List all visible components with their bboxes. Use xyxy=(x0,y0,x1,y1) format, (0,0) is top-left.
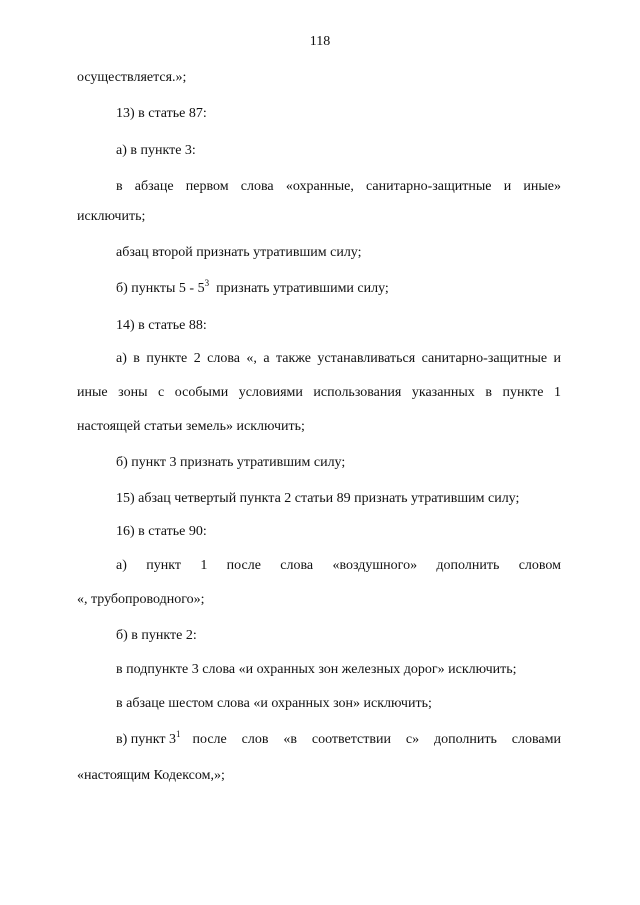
text-line: в подпункте 3 слова «и охранных зон железных дорог» исключить; xyxy=(116,662,517,677)
text-line: «настоящим Кодексом,»; xyxy=(77,768,225,783)
text-line: б) в пункте 2: xyxy=(116,628,197,643)
text-line: б) пункт 3 признать утратившим силу; xyxy=(116,455,346,470)
superscript: 1 xyxy=(176,729,181,739)
text-line: 14) в статье 88: xyxy=(116,318,207,333)
text-line: в абзаце шестом слова «и охранных зон» исключить; xyxy=(116,696,432,711)
text-fragment: после слов «в соответствии с» дополнить словами xyxy=(192,732,561,747)
text-line: осуществляется.»; xyxy=(77,70,187,85)
text-line: абзац второй признать утратившим силу; xyxy=(116,245,362,260)
text-line: иные зоны с особыми условиями использования указанных в пункте 1 xyxy=(77,385,561,400)
text-line: в абзаце первом слова «охранные, санитарно-защитные и иные» xyxy=(116,179,561,194)
text-line xyxy=(116,280,389,298)
text-line: исключить; xyxy=(77,209,146,224)
text-line: настоящей статьи земель» исключить; xyxy=(77,419,305,434)
superscript: 3 xyxy=(204,278,210,288)
text-line: 13) в статье 87: xyxy=(116,106,207,121)
text-line xyxy=(116,731,561,749)
text-fragment: признать утратившими силу; xyxy=(209,281,389,296)
text-line: а) пункт 1 после слова «воздушного» дополнить словом xyxy=(116,558,561,573)
text-fragment: б) пункты 5 - 5 xyxy=(116,281,205,296)
text-fragment: в) пункт $3^1$ xyxy=(116,729,181,747)
text-line: а) в пункте 3: xyxy=(116,143,196,158)
page-number: 118 xyxy=(309,34,331,49)
text-line: а) в пункте 2 слова «, а также устанавливаться санитарно-защитные и xyxy=(116,351,561,366)
text-line: 15) абзац четвертый пункта 2 статьи 89 признать утратившим силу; xyxy=(116,491,520,506)
text-line: «, трубопроводного»; xyxy=(77,592,205,607)
text-line: 16) в статье 90: xyxy=(116,524,207,539)
